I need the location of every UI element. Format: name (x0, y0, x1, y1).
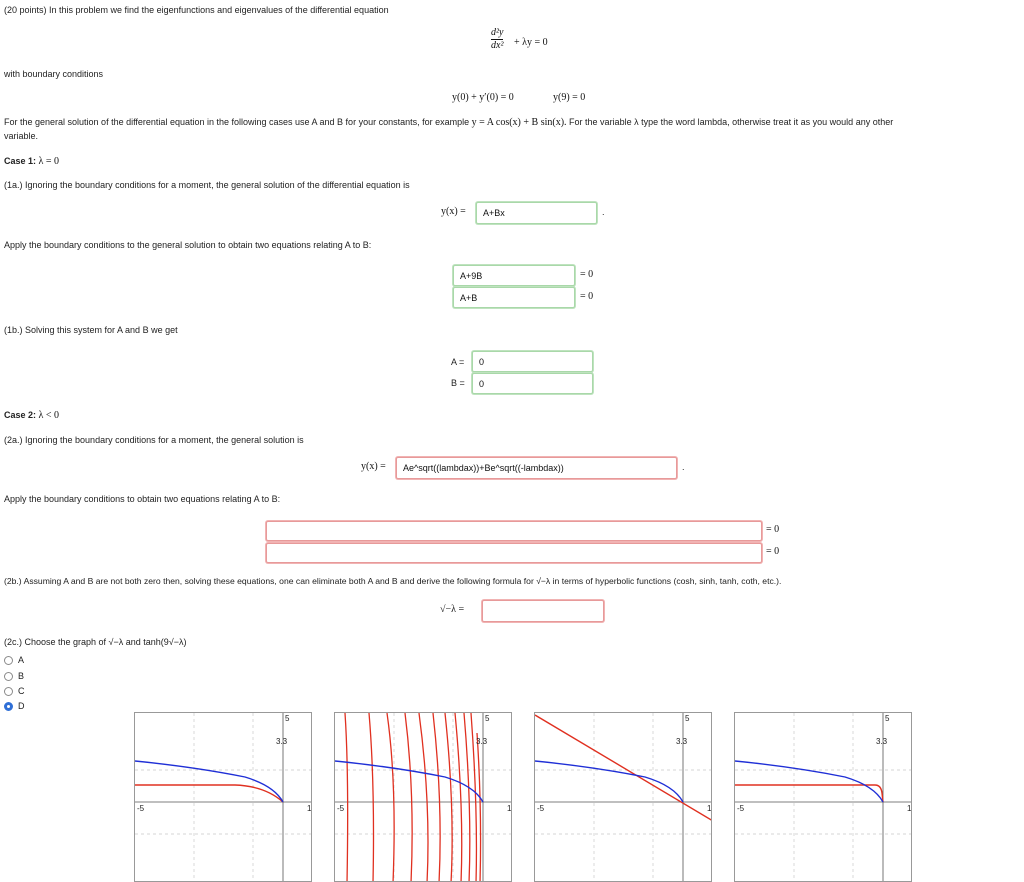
case2-part-a: (2a.) Ignoring the boundary conditions for a moment, the general solution is (4, 435, 304, 445)
graph-a-label-mid: 3.3 (276, 737, 288, 746)
radio-option-b[interactable] (4, 672, 13, 681)
option-b-label: B (18, 671, 25, 681)
option-a[interactable] (4, 654, 24, 666)
graph-c-label-right: 1 (707, 804, 712, 813)
option-d[interactable] (4, 700, 25, 712)
case2-yx-label: y(x) = (361, 461, 386, 472)
graph-b-label-top: 5 (485, 714, 490, 723)
instructions-line-2: variable. (4, 131, 39, 141)
option-c[interactable] (4, 685, 25, 697)
case1-equals-zero-2: = 0 (580, 291, 594, 302)
bc-label: with boundary conditions (4, 69, 104, 79)
case1-condition: λ = 0 (38, 156, 60, 167)
case1-equation-2-input[interactable] (453, 287, 575, 308)
graph-d-label-top: 5 (885, 714, 890, 723)
option-b[interactable] (4, 670, 24, 682)
graph-c-label-top: 5 (685, 714, 690, 723)
graph-c (534, 712, 712, 882)
instructions-example: y = A cos(x) + B sin(x). (471, 117, 567, 128)
case1-period: . (602, 207, 605, 217)
graph-a-label-left: -5 (137, 804, 145, 813)
case1-part-a: (1a.) Ignoring the boundary conditions for a moment, the general solution of the differential equation is (4, 180, 410, 190)
case1-b-value-input[interactable] (472, 373, 593, 394)
graph-a-label-top: 5 (285, 714, 290, 723)
case2-equation-1-input[interactable] (266, 521, 762, 541)
instructions-line-1 (4, 117, 893, 128)
case1-yx-label: y(x) = (441, 206, 466, 217)
radio-option-a[interactable] (4, 656, 13, 665)
equation-fraction (491, 27, 503, 52)
graph-b (334, 712, 512, 882)
graph-c-label-left: -5 (537, 804, 545, 813)
case2-equation-2-input[interactable] (266, 543, 762, 563)
case1-general-solution-input[interactable] (476, 202, 597, 224)
case2-part-c: (2c.) Choose the graph of √−λ and tanh(9√−λ) (4, 637, 187, 647)
graph-a (134, 712, 312, 882)
graph-b-label-mid: 3.3 (476, 737, 488, 746)
graph-d-label-right: 1 (907, 804, 912, 813)
graph-a-label-right: 1 (307, 804, 312, 813)
case1-part-b: (1b.) Solving this system for A and B we get (4, 325, 178, 335)
case2-apply-text: Apply the boundary conditions to obtain two equations relating A to B: (4, 494, 281, 504)
problem-intro: (20 points) In this problem we find the eigenfunctions and eigenvalues of the differential equation (4, 5, 389, 15)
graph-b-label-right: 1 (507, 804, 512, 813)
instructions-text-1: For the general solution of the differential equation in the following cases use A and B for your constants, for example (4, 117, 470, 127)
instructions-text-2: For the variable λ type the word lambda, otherwise treat it as you would any other (569, 117, 894, 127)
boundary-condition-1: y(0) + y′(0) = 0 (452, 92, 514, 103)
option-d-label: D (18, 701, 25, 711)
equation-numerator: d²y (491, 27, 504, 38)
case1-a-label: A = (451, 357, 465, 367)
case1-apply-text: Apply the boundary conditions to the general solution to obtain two equations relating A to B: (4, 240, 372, 250)
option-c-label: C (18, 686, 25, 696)
case2-sqrt-input[interactable] (482, 600, 604, 622)
boundary-condition-2: y(9) = 0 (553, 92, 586, 103)
radio-option-d[interactable] (4, 702, 13, 711)
equation-rest: + λy = 0 (514, 37, 548, 48)
case1-equals-zero-1: = 0 (580, 269, 594, 280)
case1-b-label: B = (451, 378, 465, 388)
graph-c-label-mid: 3.3 (676, 737, 688, 746)
graph-b-label-left: -5 (337, 804, 345, 813)
graph-d (734, 712, 912, 882)
case2-period: . (682, 462, 685, 472)
radio-option-c[interactable] (4, 687, 13, 696)
case2-equals-zero-2: = 0 (766, 546, 780, 557)
graph-d-label-mid: 3.3 (876, 737, 888, 746)
case2-sqrt-label: √−λ = (440, 604, 465, 615)
case2-title: Case 2: (4, 410, 37, 420)
option-a-label: A (18, 655, 25, 665)
case1-heading (4, 156, 59, 167)
case1-a-value-input[interactable] (472, 351, 593, 372)
case2-part-b: (2b.) Assuming A and B are not both zero then, solving these equations, one can eliminate both A and B and derive the following formula for √−λ in terms of hyperbolic functions (cosh, sinh, tanh, coth, etc.). (4, 576, 782, 586)
case2-general-solution-input[interactable] (396, 457, 677, 479)
case2-heading (4, 410, 59, 421)
case1-equation-1-input[interactable] (453, 265, 575, 286)
case2-condition: λ < 0 (38, 410, 60, 421)
case1-title: Case 1: (4, 156, 37, 166)
graph-d-label-left: -5 (737, 804, 745, 813)
case2-equals-zero-1: = 0 (766, 524, 780, 535)
equation-denominator: dx² (491, 40, 504, 51)
